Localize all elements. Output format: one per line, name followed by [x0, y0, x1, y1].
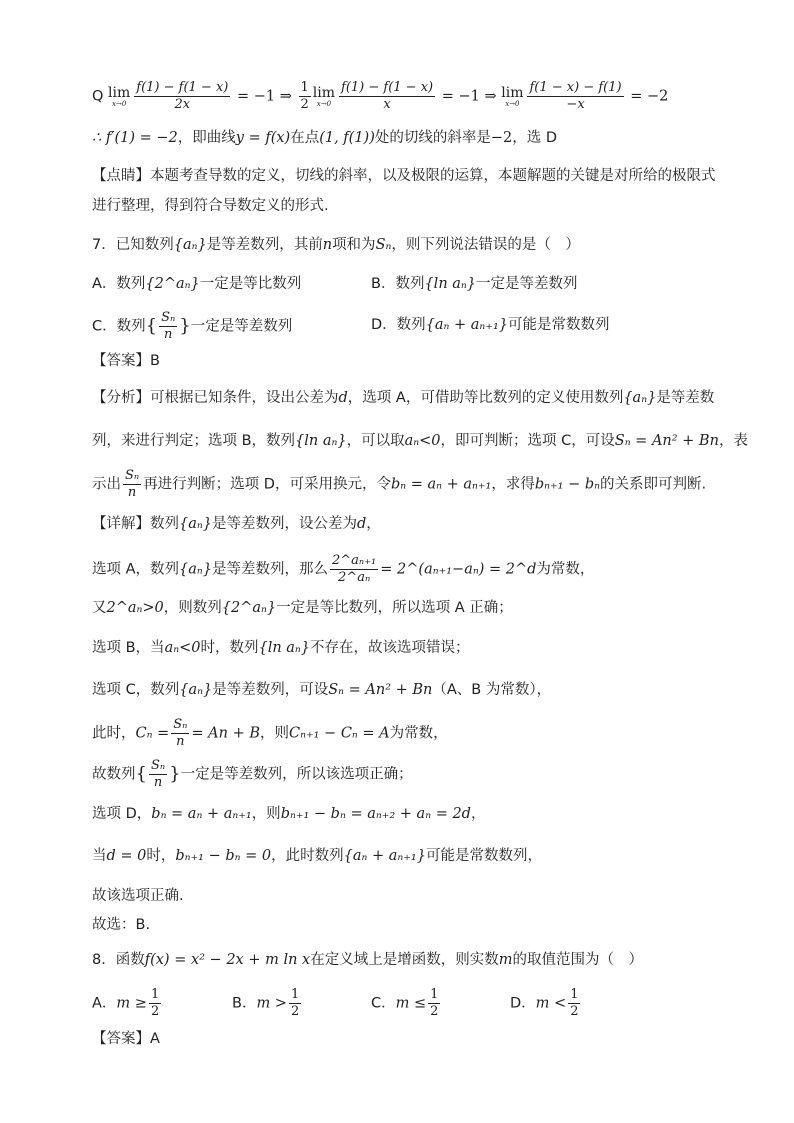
solution-line-11: 故选：B. — [92, 917, 151, 933]
limit-derivation-line: Q lim x→0 $\frac{f(1) - f(1 - x)}{2x}$ = −1 ⇒ $\frac{1}{2}$ lim x→0 $\frac{f(1) - f(1 - x)}{x}$ = −1 ⇒ lim x→0 $\frac{f(1 - x) - f(1)}{-x}$ = −2 — [92, 80, 669, 112]
question-7-answer: 【答案】B — [92, 353, 160, 369]
solution-line-5: 选项 C，数列{aₙ}是等差数列，可设Sₙ = An² + Bn（A、B 为常数）， — [92, 682, 552, 698]
solution-line-4: 选项 B，当aₙ<0时，数列{ln aₙ}不存在，故该选项错误； — [92, 640, 470, 656]
question-7-stem: 7．已知数列{aₙ}是等差数列，其前n项和为Sₙ，则下列说法错误的是（ ） — [92, 237, 580, 253]
solution-line-2: 选项 A，数列{aₙ}是等差数列，那么 $\frac{\text{2\textasciicircum{}aₙ₊₁}}{\text{2\textasciicircum{}aₙ}}$ = 2^(aₙ₊₁−aₙ) = 2^d为常数， — [92, 553, 595, 585]
limit-operator-3: lim x→0 — [501, 84, 524, 108]
question-8-answer: 【答案】A — [92, 1031, 160, 1047]
dianjing-comment-line-2: 进行整理，得到符合导数定义的形式. — [92, 198, 329, 214]
analysis-line-3: 示出 $\frac{\text{Sₙ}}{n}$ 再进行判断；选项 D，可采用换元，令bₙ = aₙ + aₙ₊₁，求得bₙ₊₁ − bₙ的关系即可判断. — [92, 468, 707, 500]
solution-line-3: 又2^aₙ>0，则数列{2^aₙ}一定是等比数列，所以选项 A 正确； — [92, 600, 513, 616]
limit-operator-2: lim x→0 — [312, 84, 336, 108]
dianjing-comment-line-1: 【点睛】本题考查导数的定义，切线的斜率，以及极限的运算，本题解题的关键是对所给的极限式 — [92, 168, 716, 184]
solution-line-9: 当d = 0时，bₙ₊₁ − bₙ = 0，此时数列{aₙ + aₙ₊₁}可能是常数数列， — [92, 848, 542, 864]
analysis-line-1: 【分析】可根据已知条件，设出公差为d，选项 A，可借助等比数列的定义使用数列{aₙ}是等差数 — [92, 390, 715, 406]
because-symbol: Q — [92, 88, 104, 105]
question-8-option-a: A．m ≥ $\frac{1}{2}$ — [92, 987, 160, 1019]
solution-line-10: 故该选项正确. — [92, 888, 184, 904]
question-8-option-d: D．m < $\frac{1}{2}$ — [510, 987, 579, 1019]
question-7-option-d: D．数列{aₙ + aₙ₊₁}可能是常数数列 — [371, 317, 610, 333]
question-7-option-c: C．数列{ $\frac{\text{Sₙ}}{n}$ }一定是等差数列 — [92, 310, 293, 342]
fraction-3: $\frac{f(1 - x) - f(1)}{-x}$ — [529, 80, 622, 112]
question-8-option-c: C．m ≤ $\frac{1}{2}$ — [371, 987, 439, 1019]
half-fraction: $\frac{1}{2}$ — [300, 80, 309, 112]
question-8-stem: 8．函数f(x) = x² − 2x + m ln x在定义域上是增函数，则实数m的取值范围为（ ） — [92, 952, 643, 968]
solution-line-7: 故数列{ $\frac{\text{Sₙ}}{n}$ }一定是等差数列，所以该选项正确； — [92, 758, 413, 790]
question-8-option-b: B．m > $\frac{1}{2}$ — [232, 987, 300, 1019]
fraction-1: $\frac{f(1) - f(1 - x)}{2x}$ — [136, 80, 229, 112]
solution-line-6: 此时，Cₙ = $\frac{\text{Sₙ}}{n}$ = An + B，则Cₙ₊₁ − Cₙ = A为常数， — [92, 717, 448, 749]
solution-line-8: 选项 D，bₙ = aₙ + aₙ₊₁，则bₙ₊₁ − bₙ = aₙ₊₂ + aₙ = 2d， — [92, 806, 486, 822]
limit-operator-1: lim x→0 — [108, 84, 131, 108]
tangent-slope-conclusion: ∴ f′(1) = −2，即曲线y = f(x)在点(1, f(1))处的切线的斜率是−2，选 D — [92, 130, 558, 146]
question-7-option-a: A．数列{2^aₙ}一定是等比数列 — [92, 276, 302, 292]
question-7-option-b: B．数列{ln aₙ}一定是等差数列 — [371, 276, 578, 292]
analysis-line-2: 列，来进行判定；选项 B，数列{ln aₙ}，可以取aₙ<0，即可判断；选项 C，可设Sₙ = An² + Bn，表 — [92, 433, 748, 449]
solution-line-1: 【详解】数列{aₙ}是等差数列，设公差为d， — [92, 516, 381, 532]
fraction-2: $\frac{f(1) - f(1 - x)}{x}$ — [341, 80, 434, 112]
